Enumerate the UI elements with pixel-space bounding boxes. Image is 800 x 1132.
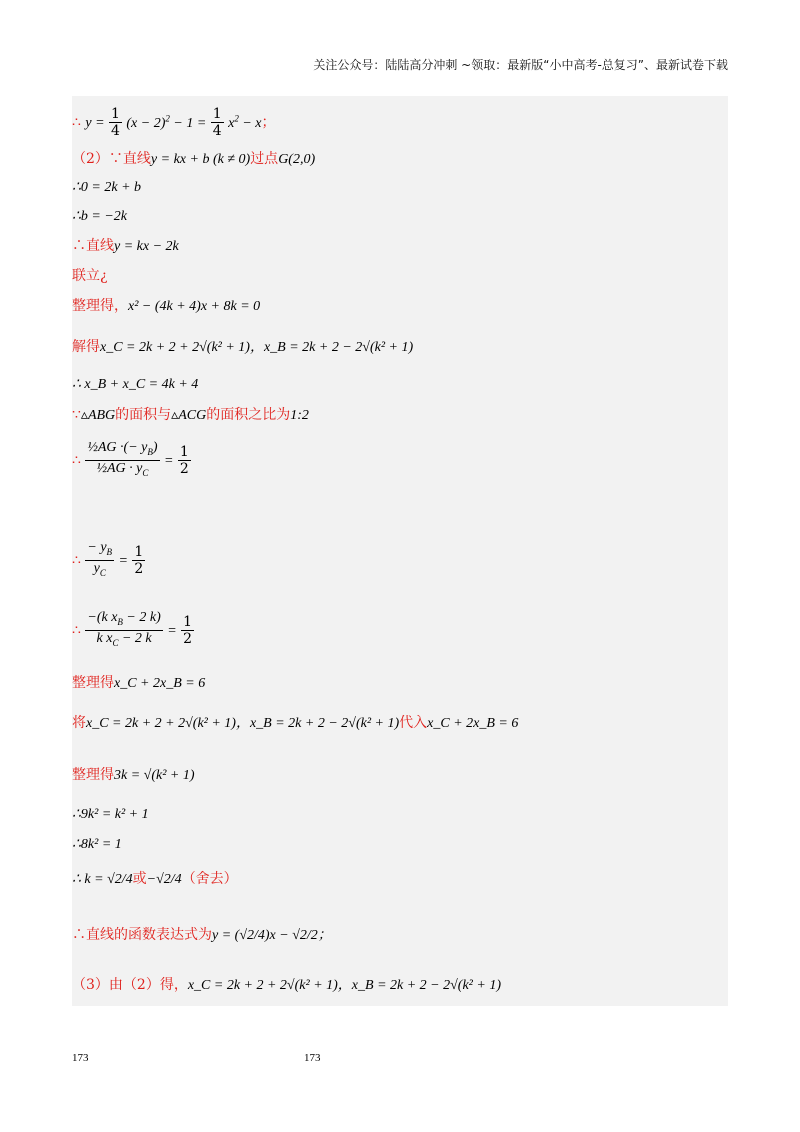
equation-line-4: ∴b = −2k	[72, 209, 128, 224]
equation-line-2: （2）∵直线y = kx + b (k ≠ 0)过点G(2,0)	[72, 151, 316, 167]
equation-line-20: ∴直线的函数表达式为y = (√2/4)x − √2/2；	[72, 927, 332, 943]
equation-line-14: 整理得x_C + 2x_B = 6	[72, 675, 206, 691]
equation-line-1: ∴ y = $\frac{1}{4}$ $(x - 2)^2 - 1$ = $\frac{1}{4}$ $x^2 - x$；	[72, 106, 276, 139]
equation-line-15: 将x_C = 2k + 2 + 2√(k² + 1)，x_B = 2k + 2 − 2√(k² + 1)代入x_C + 2x_B = 6	[72, 715, 519, 731]
equation-line-3: ∴0 = 2k + b	[72, 180, 142, 195]
equation-line-7: 整理得，x² − (4k + 4)x + 8k = 0	[72, 298, 261, 314]
equation-line-19: ∴ k = √2/4或−√2/4（舍去）	[72, 871, 238, 887]
equation-line-6: 联立¿	[72, 268, 108, 284]
equation-line-17: ∴9k² = k² + 1	[72, 807, 149, 822]
equation-line-9: ∴ x_B + x_C = 4k + 4	[72, 377, 199, 392]
equation-line-11: ∴ $\frac{\frac{1}{2}AG \cdot(- y_B)}{\frac{1}{2}AG \cdot y_C}$ = $\frac{1}{2}$	[72, 440, 189, 478]
equation-line-21: （3）由（2）得，x_C = 2k + 2 + 2√(k² + 1)，x_B = 2k + 2 − 2√(k² + 1)	[72, 977, 501, 993]
equation-line-12: ∴ $\frac{- y_B}{y_C}$ = $\frac{1}{2}$	[72, 540, 144, 578]
equation-line-8: 解得x_C = 2k + 2 + 2√(k² + 1)，x_B = 2k + 2 − 2√(k² + 1)	[72, 339, 414, 355]
equation-line-13: ∴ $\frac{-(k x_B - 2 k)}{k x_C - 2 k}$ = $\frac{1}{2}$	[72, 610, 193, 648]
equation-line-16: 整理得3k = √(k² + 1)	[72, 767, 195, 783]
equation-line-5: ∴直线y = kx − 2k	[72, 238, 179, 254]
page-number-left: 173	[72, 1052, 89, 1064]
equation-line-18: ∴8k² = 1	[72, 837, 122, 852]
page-number-center: 173	[304, 1052, 321, 1064]
page-header: 关注公众号：陆陆高分冲刺 ~领取：最新版“小中高考-总复习”、最新试卷下载	[313, 58, 728, 72]
equation-line-10: ∵▵ABG的面积与▵ACG的面积之比为1:2	[72, 407, 309, 423]
